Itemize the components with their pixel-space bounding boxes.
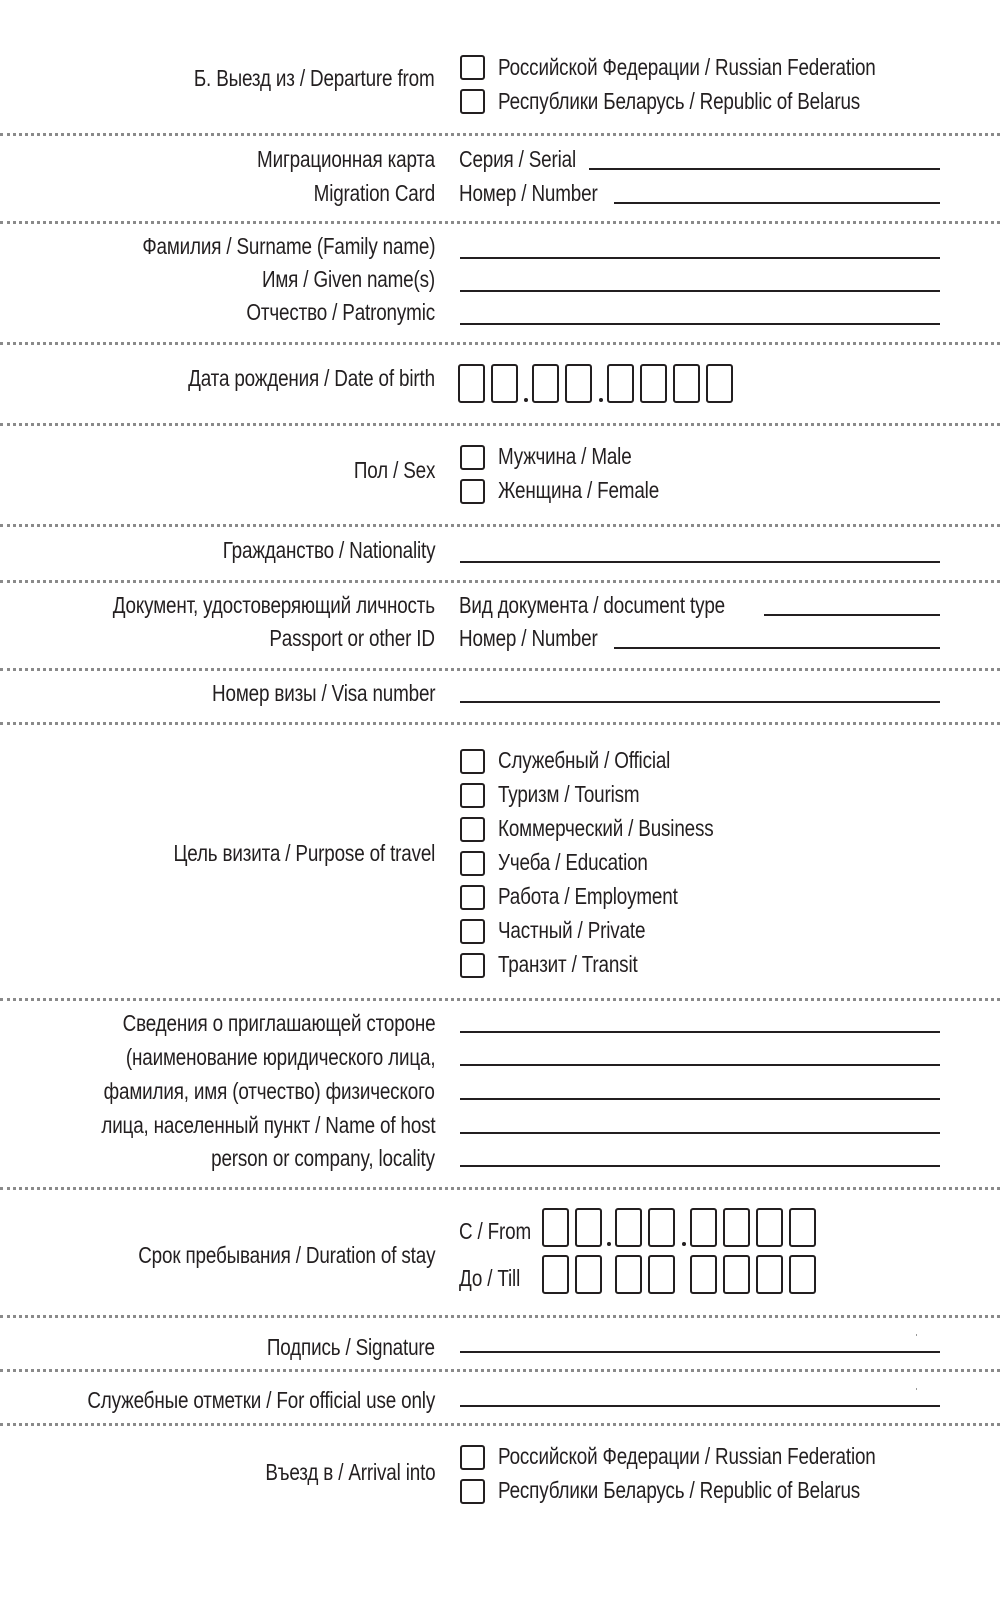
- stay-till-label: До / Till: [459, 1265, 521, 1291]
- host-field-line-2[interactable]: [460, 1064, 940, 1066]
- divider: [0, 423, 1000, 426]
- from-month-digit-1[interactable]: [615, 1208, 642, 1247]
- sex-female-label: Женщина / Female: [498, 477, 660, 503]
- purpose-employment-label: Работа / Employment: [498, 883, 678, 909]
- signature-label: Подпись / Signature: [267, 1334, 435, 1360]
- visa-number-field[interactable]: [460, 701, 940, 703]
- till-year-digit-2[interactable]: [723, 1255, 750, 1294]
- birth-year-digit-4[interactable]: [706, 364, 733, 403]
- sex-label: Пол / Sex: [353, 457, 435, 483]
- date-separator-dot: [607, 1242, 611, 1246]
- purpose-employment-checkbox[interactable]: [460, 885, 485, 910]
- purpose-official-checkbox[interactable]: [460, 749, 485, 774]
- arrival-russia-checkbox[interactable]: [460, 1445, 485, 1470]
- host-label-line: (наименование юридического лица,: [125, 1044, 435, 1070]
- nationality-label: Гражданство / Nationality: [222, 537, 435, 563]
- birth-month-digit-2[interactable]: [565, 364, 592, 403]
- birth-year-digit-3[interactable]: [673, 364, 700, 403]
- document-number-label: Номер / Number: [459, 625, 598, 651]
- birth-day-digit-1[interactable]: [458, 364, 485, 403]
- host-label-line: Сведения о приглашающей стороне: [122, 1010, 435, 1036]
- document-number-field[interactable]: [614, 647, 940, 649]
- purpose-business-checkbox[interactable]: [460, 817, 485, 842]
- arrival-label: Въезд в / Arrival into: [264, 1459, 435, 1485]
- till-day-digit-2[interactable]: [575, 1255, 602, 1294]
- patronymic-label: Отчество / Patronymic: [246, 299, 435, 325]
- host-field-line-1[interactable]: [460, 1031, 940, 1033]
- purpose-transit-label: Транзит / Transit: [498, 951, 638, 977]
- divider: [0, 1315, 1000, 1318]
- migration-number-label: Номер / Number: [459, 180, 598, 206]
- given-name-field[interactable]: [460, 290, 940, 292]
- divider: [0, 342, 1000, 345]
- official-use-field[interactable]: [460, 1405, 940, 1407]
- divider: [0, 221, 1000, 224]
- purpose-business-label: Коммерческий / Business: [498, 815, 714, 841]
- arrival-belarus-label: Республики Беларусь / Republic of Belarus: [498, 1477, 861, 1503]
- stay-label: Срок пребывания / Duration of stay: [137, 1242, 435, 1268]
- date-separator-dot: [682, 1242, 686, 1246]
- purpose-tourism-checkbox[interactable]: [460, 783, 485, 808]
- departure-russia-label: Российской Федерации / Russian Federation: [498, 54, 876, 80]
- surname-label: Фамилия / Surname (Family name): [142, 233, 435, 259]
- sex-male-checkbox[interactable]: [460, 445, 485, 470]
- sex-female-checkbox[interactable]: [460, 479, 485, 504]
- departure-label: Б. Выезд из / Departure from: [194, 65, 435, 91]
- divider: [0, 524, 1000, 527]
- divider: [0, 998, 1000, 1001]
- birth-day-digit-2[interactable]: [491, 364, 518, 403]
- purpose-education-checkbox[interactable]: [460, 851, 485, 876]
- divider: [0, 580, 1000, 583]
- migration-serial-field[interactable]: [589, 168, 940, 170]
- arrival-belarus-checkbox[interactable]: [460, 1479, 485, 1504]
- till-month-digit-2[interactable]: [648, 1255, 675, 1294]
- identity-document-label-en: Passport or other ID: [269, 625, 435, 651]
- purpose-label: Цель визита / Purpose of travel: [173, 840, 435, 866]
- sex-male-label: Мужчина / Male: [498, 443, 632, 469]
- divider: [0, 1423, 1000, 1426]
- purpose-transit-checkbox[interactable]: [460, 953, 485, 978]
- host-label-line: person or company, locality: [211, 1145, 435, 1171]
- migration-card-label-ru: Миграционная карта: [257, 146, 435, 172]
- date-separator-dot: [599, 398, 603, 402]
- purpose-private-checkbox[interactable]: [460, 919, 485, 944]
- migration-number-field[interactable]: [614, 202, 940, 204]
- till-year-digit-1[interactable]: [690, 1255, 717, 1294]
- from-day-digit-2[interactable]: [575, 1208, 602, 1247]
- birth-year-digit-2[interactable]: [640, 364, 667, 403]
- host-field-line-3[interactable]: [460, 1098, 940, 1100]
- divider: [0, 1369, 1000, 1372]
- departure-belarus-checkbox[interactable]: [460, 89, 485, 114]
- from-year-digit-3[interactable]: [756, 1208, 783, 1247]
- departure-russia-checkbox[interactable]: [460, 55, 485, 80]
- from-day-digit-1[interactable]: [542, 1208, 569, 1247]
- document-type-label: Вид документа / document type: [459, 592, 726, 618]
- divider: [0, 1187, 1000, 1190]
- stay-from-label: С / From: [459, 1218, 532, 1244]
- official-use-label: Служебные отметки / For official use only: [87, 1387, 435, 1413]
- purpose-education-label: Учеба / Education: [498, 849, 648, 875]
- divider: [0, 722, 1000, 725]
- till-day-digit-1[interactable]: [542, 1255, 569, 1294]
- surname-field[interactable]: [460, 257, 940, 259]
- host-field-line-4[interactable]: [460, 1132, 940, 1134]
- date-separator-dot: [524, 398, 528, 402]
- till-month-digit-1[interactable]: [615, 1255, 642, 1294]
- divider: [0, 133, 1000, 136]
- till-year-digit-4[interactable]: [789, 1255, 816, 1294]
- identity-document-label-ru: Документ, удостоверяющий личность: [112, 592, 435, 618]
- from-month-digit-2[interactable]: [648, 1208, 675, 1247]
- patronymic-field[interactable]: [460, 323, 940, 325]
- purpose-tourism-label: Туризм / Tourism: [498, 781, 640, 807]
- birth-year-digit-1[interactable]: [607, 364, 634, 403]
- host-label-line: лица, населенный пункт / Name of host: [100, 1112, 435, 1138]
- departure-belarus-label: Республики Беларусь / Republic of Belarus: [498, 88, 861, 114]
- birth-month-digit-1[interactable]: [532, 364, 559, 403]
- host-label-line: фамилия, имя (отчество) физического: [103, 1078, 435, 1104]
- birth-date-label: Дата рождения / Date of birth: [188, 365, 435, 391]
- purpose-official-label: Служебный / Official: [498, 747, 671, 773]
- migration-card-label-en: Migration Card: [313, 180, 435, 206]
- arrival-russia-label: Российской Федерации / Russian Federation: [498, 1443, 876, 1469]
- visa-number-label: Номер визы / Visa number: [211, 680, 435, 706]
- scan-speck: [916, 1334, 917, 1336]
- till-year-digit-3[interactable]: [756, 1255, 783, 1294]
- purpose-private-label: Частный / Private: [498, 917, 646, 943]
- signature-field[interactable]: [460, 1351, 940, 1353]
- host-field-line-5[interactable]: [460, 1165, 940, 1167]
- from-year-digit-4[interactable]: [789, 1208, 816, 1247]
- given-name-label: Имя / Given name(s): [261, 266, 435, 292]
- scan-speck: [916, 1388, 917, 1390]
- nationality-field[interactable]: [460, 561, 940, 563]
- document-type-field[interactable]: [764, 614, 940, 616]
- migration-serial-label: Серия / Serial: [459, 146, 576, 172]
- divider: [0, 668, 1000, 671]
- from-year-digit-1[interactable]: [690, 1208, 717, 1247]
- from-year-digit-2[interactable]: [723, 1208, 750, 1247]
